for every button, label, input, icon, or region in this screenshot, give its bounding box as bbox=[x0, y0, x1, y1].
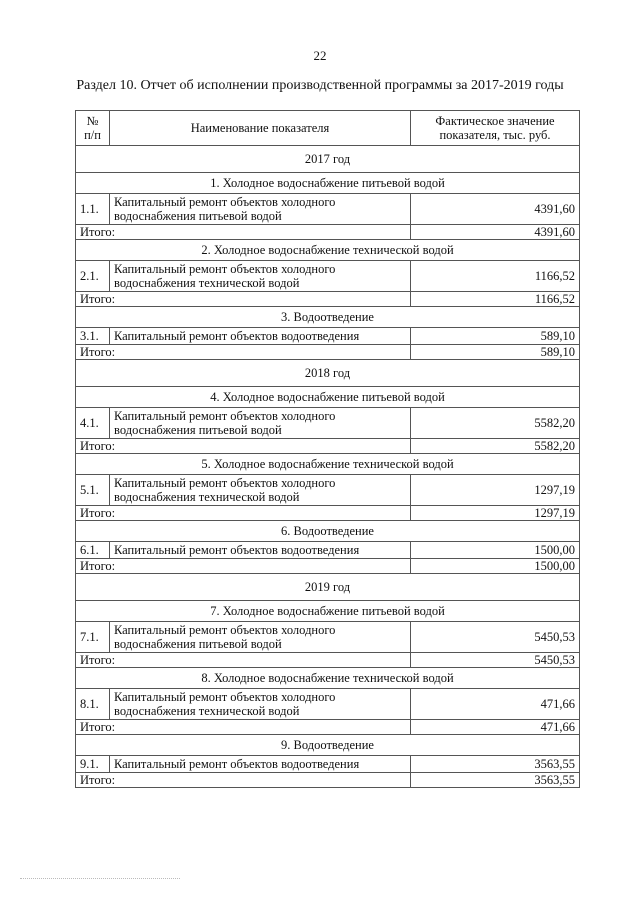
row-number: 5.1. bbox=[76, 475, 110, 506]
total-row bbox=[76, 345, 580, 360]
total-label: Итого: bbox=[76, 292, 411, 307]
year-row bbox=[76, 574, 580, 601]
indicator-name: Капитальный ремонт объектов холодного водоснабжения технической водой bbox=[110, 475, 411, 506]
category-title: 5. Холодное водоснабжение технической водой bbox=[76, 454, 580, 475]
scan-mark bbox=[20, 878, 180, 879]
table-row bbox=[76, 689, 580, 720]
total-value: 1297,19 bbox=[411, 506, 580, 521]
header-name: Наименование показателя bbox=[110, 111, 411, 146]
table-row bbox=[76, 194, 580, 225]
total-label: Итого: bbox=[76, 225, 411, 240]
category-row bbox=[76, 668, 580, 689]
indicator-value: 3563,55 bbox=[411, 756, 580, 773]
total-row bbox=[76, 225, 580, 240]
category-title: 8. Холодное водоснабжение технической водой bbox=[76, 668, 580, 689]
total-value: 3563,55 bbox=[411, 773, 580, 788]
year-label: 2018 год bbox=[76, 360, 580, 387]
indicator-name: Капитальный ремонт объектов холодного водоснабжения питьевой водой bbox=[110, 622, 411, 653]
table-row bbox=[76, 475, 580, 506]
category-title: 9. Водоотведение bbox=[76, 735, 580, 756]
indicator-name: Капитальный ремонт объектов холодного водоснабжения питьевой водой bbox=[110, 194, 411, 225]
total-row bbox=[76, 559, 580, 574]
total-value: 471,66 bbox=[411, 720, 580, 735]
year-label: 2017 год bbox=[76, 146, 580, 173]
row-number: 3.1. bbox=[76, 328, 110, 345]
total-value: 589,10 bbox=[411, 345, 580, 360]
indicator-name: Капитальный ремонт объектов водоотведения bbox=[110, 542, 411, 559]
category-title: 3. Водоотведение bbox=[76, 307, 580, 328]
indicator-name: Капитальный ремонт объектов водоотведения bbox=[110, 328, 411, 345]
total-label: Итого: bbox=[76, 559, 411, 574]
table-row bbox=[76, 261, 580, 292]
row-number: 2.1. bbox=[76, 261, 110, 292]
indicator-name: Капитальный ремонт объектов холодного водоснабжения питьевой водой bbox=[110, 408, 411, 439]
category-title: 6. Водоотведение bbox=[76, 521, 580, 542]
total-value: 1500,00 bbox=[411, 559, 580, 574]
row-number: 6.1. bbox=[76, 542, 110, 559]
indicator-value: 5582,20 bbox=[411, 408, 580, 439]
indicator-value: 471,66 bbox=[411, 689, 580, 720]
indicator-name: Капитальный ремонт объектов холодного водоснабжения технической водой bbox=[110, 689, 411, 720]
table-row bbox=[76, 622, 580, 653]
report-table-body bbox=[76, 111, 580, 788]
total-label: Итого: bbox=[76, 506, 411, 521]
category-row bbox=[76, 735, 580, 756]
category-row bbox=[76, 454, 580, 475]
indicator-value: 1166,52 bbox=[411, 261, 580, 292]
total-row bbox=[76, 439, 580, 454]
category-title: 4. Холодное водоснабжение питьевой водой bbox=[76, 387, 580, 408]
total-row bbox=[76, 773, 580, 788]
total-label: Итого: bbox=[76, 345, 411, 360]
total-label: Итого: bbox=[76, 653, 411, 668]
table-header-row bbox=[76, 111, 580, 146]
indicator-value: 589,10 bbox=[411, 328, 580, 345]
total-value: 5450,53 bbox=[411, 653, 580, 668]
category-row bbox=[76, 387, 580, 408]
table-row bbox=[76, 408, 580, 439]
total-value: 4391,60 bbox=[411, 225, 580, 240]
row-number: 7.1. bbox=[76, 622, 110, 653]
total-value: 5582,20 bbox=[411, 439, 580, 454]
indicator-value: 4391,60 bbox=[411, 194, 580, 225]
category-row bbox=[76, 307, 580, 328]
row-number: 9.1. bbox=[76, 756, 110, 773]
total-row bbox=[76, 506, 580, 521]
category-row bbox=[76, 521, 580, 542]
indicator-value: 1500,00 bbox=[411, 542, 580, 559]
indicator-value: 1297,19 bbox=[411, 475, 580, 506]
total-row bbox=[76, 653, 580, 668]
report-table bbox=[75, 110, 580, 788]
total-label: Итого: bbox=[76, 720, 411, 735]
category-row bbox=[76, 601, 580, 622]
year-row bbox=[76, 360, 580, 387]
total-row bbox=[76, 720, 580, 735]
row-number: 8.1. bbox=[76, 689, 110, 720]
indicator-value: 5450,53 bbox=[411, 622, 580, 653]
header-num: № п/п bbox=[76, 111, 110, 146]
header-value: Фактическое значение показателя, тыс. руб. bbox=[411, 111, 580, 146]
category-row bbox=[76, 240, 580, 261]
page-number: 22 bbox=[313, 48, 327, 63]
row-number: 1.1. bbox=[76, 194, 110, 225]
category-row bbox=[76, 173, 580, 194]
indicator-name: Капитальный ремонт объектов холодного водоснабжения технической водой bbox=[110, 261, 411, 292]
row-number: 4.1. bbox=[76, 408, 110, 439]
category-title: 2. Холодное водоснабжение технической водой bbox=[76, 240, 580, 261]
section-title: Раздел 10. Отчет об исполнении производственной программы за 2017-2019 годы bbox=[76, 78, 564, 93]
table-row bbox=[76, 756, 580, 773]
total-label: Итого: bbox=[76, 439, 411, 454]
category-title: 7. Холодное водоснабжение питьевой водой bbox=[76, 601, 580, 622]
total-row bbox=[76, 292, 580, 307]
year-row bbox=[76, 146, 580, 173]
table-row bbox=[76, 328, 580, 345]
table-row bbox=[76, 542, 580, 559]
year-label: 2019 год bbox=[76, 574, 580, 601]
total-value: 1166,52 bbox=[411, 292, 580, 307]
total-label: Итого: bbox=[76, 773, 411, 788]
indicator-name: Капитальный ремонт объектов водоотведения bbox=[110, 756, 411, 773]
category-title: 1. Холодное водоснабжение питьевой водой bbox=[76, 173, 580, 194]
